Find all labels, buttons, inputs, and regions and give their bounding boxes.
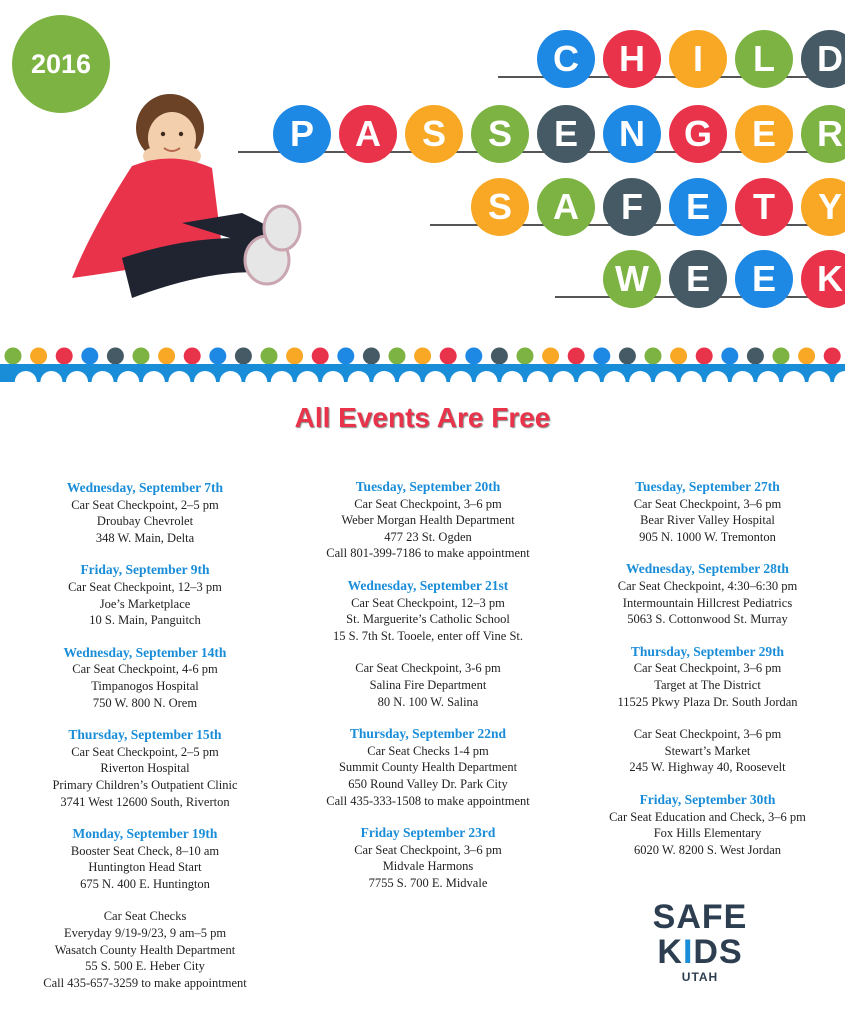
event-date: Wednesday, September 14th <box>63 644 227 660</box>
event-detail: Call 435-333-1508 to make appointment <box>326 793 530 808</box>
logo-utah: UTAH <box>681 970 719 984</box>
title-letter-circle: E <box>669 178 727 236</box>
event-date: Wednesday, September 21st <box>347 577 509 593</box>
event-block <box>298 726 558 809</box>
event-detail: 477 23 St. Ogden <box>384 529 472 544</box>
event-detail: 15 S. 7th St. Tooele, enter off Vine St. <box>332 628 524 643</box>
event-detail: 10 S. Main, Panguitch <box>89 613 201 628</box>
title-letter-circle: G <box>669 105 727 163</box>
event-detail: Riverton Hospital <box>100 761 190 776</box>
event-detail: 650 Round Valley Dr. Park City <box>348 776 508 791</box>
event-block <box>20 826 270 991</box>
title-letter-circle: I <box>669 30 727 88</box>
event-detail: Huntington Head Start <box>88 860 202 875</box>
title-letter-circle: S <box>471 178 529 236</box>
event-date: Wednesday, September 7th <box>66 480 224 495</box>
border-dot <box>30 348 47 365</box>
border-dot <box>593 348 610 365</box>
event-detail: 245 W. Highway 40, Roosevelt <box>629 760 786 775</box>
border-dot <box>184 348 201 365</box>
border-dot <box>389 348 406 365</box>
event-block <box>298 578 558 710</box>
event-detail: Fox Hills Elementary <box>653 826 762 841</box>
border-dot <box>747 348 764 365</box>
event-detail: Stewart’s Market <box>664 743 751 758</box>
title-letter-circle: D <box>801 30 845 88</box>
border-dot <box>542 348 559 365</box>
title-row-2 <box>238 105 845 165</box>
event-block <box>580 644 835 776</box>
event-detail: Timpanogos Hospital <box>91 678 199 693</box>
event-detail: 348 W. Main, Delta <box>95 530 195 545</box>
event-detail: Car Seat Checks <box>103 909 187 924</box>
event-date: Wednesday, September 28th <box>626 561 789 577</box>
event-detail: Car Seat Checks 1-4 pm <box>367 743 489 758</box>
title-letter-circle: A <box>339 105 397 163</box>
border-dot <box>337 348 354 365</box>
event-detail: Car Seat Checkpoint, 3–6 pm <box>633 496 782 511</box>
border-dot <box>133 348 150 365</box>
event-block <box>580 479 835 545</box>
title-letter-circle: F <box>603 178 661 236</box>
event-block <box>20 727 270 810</box>
year-badge: 2016 <box>12 15 110 113</box>
event-detail: 11525 Pkwy Plaza Dr. South Jordan <box>617 694 798 709</box>
border-dot <box>721 348 738 365</box>
logo-safe: SAFE <box>652 898 748 936</box>
event-detail: Car Seat Checkpoint, 4:30–6:30 pm <box>617 578 798 593</box>
event-detail: 7755 S. 700 E. Midvale <box>368 875 488 890</box>
events-free-banner: All Events Are Free <box>294 402 551 433</box>
event-block <box>298 479 558 562</box>
event-detail: Midvale Harmons <box>382 859 474 874</box>
title-letter-circle: S <box>405 105 463 163</box>
event-date: Friday, September 30th <box>639 791 776 807</box>
event-additional <box>298 660 558 710</box>
event-detail: Everyday 9/19-9/23, 9 am–5 pm <box>63 926 227 941</box>
event-detail: Joe’s Marketplace <box>99 596 191 611</box>
event-detail: Booster Seat Check, 8–10 am <box>70 843 220 858</box>
border-dot <box>5 348 22 365</box>
border-dot <box>286 348 303 365</box>
events-column-3 <box>580 479 835 874</box>
event-detail: Salina Fire Department <box>369 677 487 692</box>
title-letter-circle: P <box>273 105 331 163</box>
event-detail: Intermountain Hillcrest Pediatrics <box>622 595 793 610</box>
title-row-4 <box>555 250 845 310</box>
title-letter-circle: E <box>537 105 595 163</box>
event-date: Friday September 23rd <box>360 825 496 841</box>
event-date: Monday, September 19th <box>72 826 218 842</box>
border-dot <box>81 348 98 365</box>
event-detail: Car Seat Checkpoint, 12–3 pm <box>68 579 222 594</box>
border-dot <box>209 348 226 365</box>
event-detail: 3741 West 12600 South, Riverton <box>60 794 230 809</box>
title-letter-circle: N <box>603 105 661 163</box>
event-detail: St. Marguerite’s Catholic School <box>346 612 510 627</box>
event-detail: Car Seat Checkpoint, 3–6 pm <box>633 727 782 742</box>
event-block <box>580 792 835 858</box>
border-dot <box>491 348 508 365</box>
title-letter-circle: Y <box>801 178 845 236</box>
border-dot <box>798 348 815 365</box>
event-detail: 55 S. 500 E. Heber City <box>85 959 205 974</box>
event-detail: Primary Children’s Outpatient Clinic <box>52 777 238 792</box>
event-detail: Target at The District <box>654 677 761 692</box>
border-dot <box>107 348 124 365</box>
events-column-2 <box>298 479 558 907</box>
border-dot <box>670 348 687 365</box>
event-date: Thursday, September 22nd <box>349 726 507 742</box>
title-letter-circle: E <box>735 105 793 163</box>
event-detail: Car Seat Checkpoint, 4-6 pm <box>72 662 218 677</box>
border-dot <box>414 348 431 365</box>
title-row-1 <box>498 30 845 90</box>
events-column-1 <box>20 480 270 1007</box>
dot-border <box>0 342 845 382</box>
event-detail: Wasatch County Health Department <box>54 942 236 957</box>
event-detail: 6020 W. 8200 S. West Jordan <box>633 842 782 857</box>
event-detail: 80 N. 100 W. Salina <box>377 694 479 709</box>
event-block <box>580 561 835 627</box>
event-detail: Call 435-657-3259 to make appointment <box>43 975 247 990</box>
border-dot <box>363 348 380 365</box>
logo-kids: KIDS <box>657 933 743 971</box>
event-block <box>20 645 270 711</box>
event-detail: Car Seat Checkpoint, 2–5 pm <box>71 497 219 512</box>
title-letter-circle: W <box>603 250 661 308</box>
event-block <box>298 825 558 891</box>
border-dot <box>696 348 713 365</box>
border-dot <box>517 348 534 365</box>
event-detail: Summit County Health Department <box>338 760 518 775</box>
event-detail: Car Seat Checkpoint, 3–6 pm <box>354 842 502 857</box>
event-detail: 675 N. 400 E. Huntington <box>80 876 210 891</box>
event-additional <box>20 908 270 991</box>
event-date: Friday, September 9th <box>80 562 210 578</box>
border-dot <box>56 348 73 365</box>
event-detail: Call 801-399-7186 to make appointment <box>326 546 530 561</box>
event-block <box>20 562 270 628</box>
title-letter-circle: T <box>735 178 793 236</box>
border-dot <box>465 348 482 365</box>
event-date: Thursday, September 15th <box>68 727 222 743</box>
title-letter-circle: H <box>603 30 661 88</box>
border-dot <box>568 348 585 365</box>
title-letter-circle: K <box>801 250 845 308</box>
event-detail: Car Seat Checkpoint, 3–6 pm <box>354 496 502 511</box>
title-letter-circle: E <box>669 250 727 308</box>
event-detail: Car Seat Education and Check, 3–6 pm <box>609 809 806 824</box>
border-dot <box>645 348 662 365</box>
event-detail: Car Seat Checkpoint, 3-6 pm <box>355 661 501 676</box>
border-dot <box>158 348 175 365</box>
border-dot <box>312 348 329 365</box>
title-letter-circle: L <box>735 30 793 88</box>
title-letter-circle: E <box>735 250 793 308</box>
event-block <box>20 480 270 546</box>
title-letter-circle: R <box>801 105 845 163</box>
title-letter-circle: S <box>471 105 529 163</box>
event-detail: Car Seat Checkpoint, 12–3 pm <box>351 595 505 610</box>
border-dot <box>824 348 841 365</box>
event-date: Tuesday, September 20th <box>355 479 501 494</box>
event-detail: Bear River Valley Hospital <box>640 513 775 528</box>
border-dot <box>773 348 790 365</box>
event-detail: Car Seat Checkpoint, 3–6 pm <box>633 661 782 676</box>
event-detail: Droubay Chevrolet <box>96 514 194 529</box>
event-date: Tuesday, September 27th <box>635 479 780 494</box>
safe-kids-utah-logo <box>650 900 750 984</box>
title-letter-circle: A <box>537 178 595 236</box>
event-detail: Car Seat Checkpoint, 2–5 pm <box>71 744 219 759</box>
event-additional <box>580 726 835 776</box>
event-detail: 750 W. 800 N. Orem <box>92 695 198 710</box>
title-letter-circle: C <box>537 30 595 88</box>
event-date: Thursday, September 29th <box>630 643 785 659</box>
event-detail: 905 N. 1000 W. Tremonton <box>639 529 776 544</box>
border-dot <box>235 348 252 365</box>
border-dot <box>261 348 278 365</box>
event-detail: 5063 S. Cottonwood St. Murray <box>627 612 788 627</box>
event-detail: Weber Morgan Health Department <box>341 513 515 528</box>
title-row-3 <box>430 178 845 238</box>
border-dot <box>619 348 636 365</box>
border-dot <box>440 348 457 365</box>
